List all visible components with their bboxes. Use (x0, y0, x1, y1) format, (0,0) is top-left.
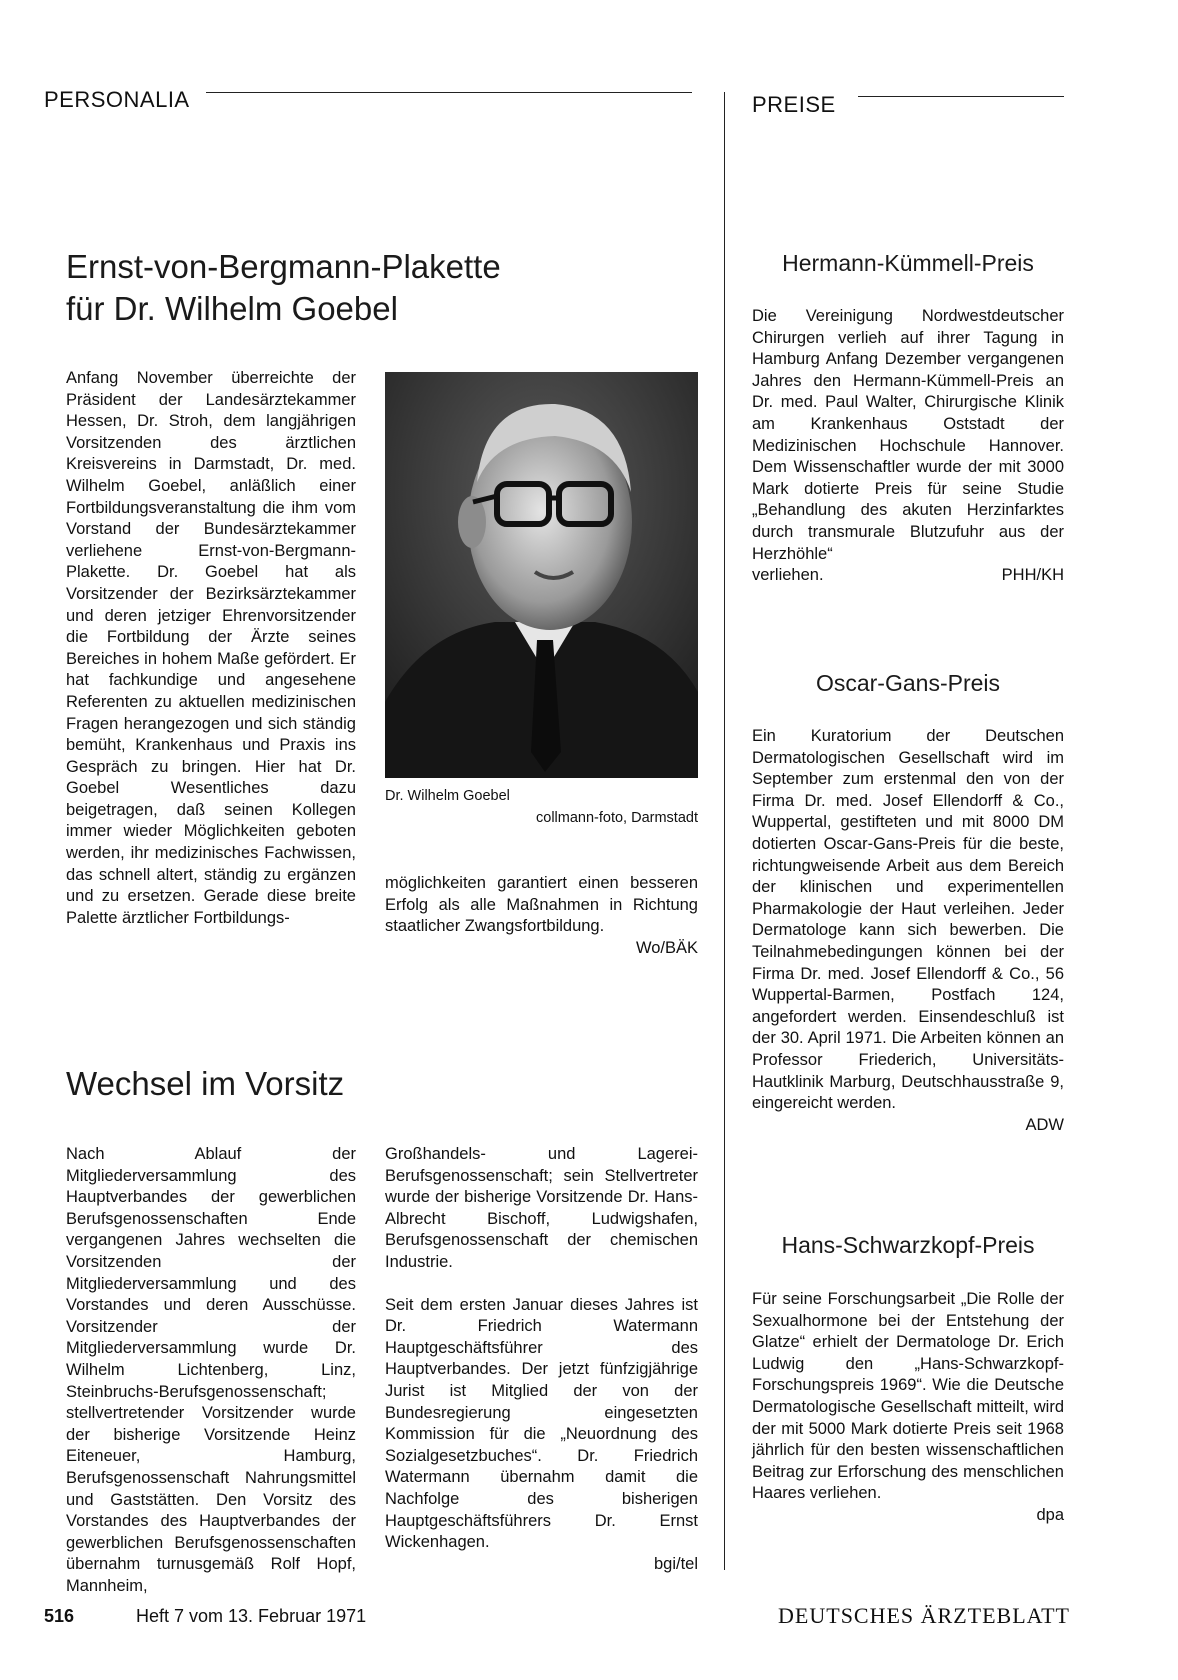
article-paragraph: möglichkeiten garantiert einen besseren Erfolg als alle Maßnahmen in Richtung staatlicher Zwangsfortbildung. (385, 874, 698, 936)
photo-caption-name: Dr. Wilhelm Goebel (385, 788, 510, 804)
article-title-bergmann (66, 246, 501, 330)
header-rule-left (206, 92, 692, 93)
signature: PHH/KH (1001, 566, 1064, 585)
prize-paragraph: Für seine Forschungsarbeit „Die Rolle der Sexualhormone bei der Entstehung der Glatze“ erhielt der Dermatologe Dr. Erich Ludwig den „Hans-Schwarzkopf-Forschungspreis 1969“. Wie die Deutsche Dermatologische Gesellschaft mitteilt, wird der mit 5000 Mark dotierte Preis seit 1968 jährlich für den besten wissenschaftlichen Beitrag zur Erforschung des menschlichen Haares verliehen. (752, 1290, 1064, 1503)
prize-paragraph: Ein Kuratorium der Deutschen Dermatologischen Gesellschaft wird im September zum erstenmal den von der Firma Dr. med. Josef Ellendorff & Co., Wuppertal, gestifteten und mit 8000 DM dotierten Oscar-Gans-Preis für die beste, richtungweisende Arbeit aus dem Bereich der klinischen und experimentellen Pharmakologie der Haut verleihen. Jeder Dermatologe kann sich bewerben. Die Teilnahmebedingungen können bei der Firma Dr. med. Josef Ellendorff & Co., 56 Wuppertal-Barmen, Postfach 124, angefordert werden. Einsendeschluß ist der 30. April 1971. Die Arbeiten können an Professor Friederich, Universitäts-Hautklinik Marburg, Deutschhausstraße 9, eingereicht werden. (752, 727, 1064, 1113)
article-paragraph: Seit dem ersten Januar dieses Jahres ist Dr. Friedrich Watermann Hauptgeschäftsführer des Hauptverbandes. Der jetzt fünfzigjährige Jurist ist Mitglied der von der Bundesregierung eingesetzten Kommission für die „Neuordnung des Sozialgesetzbuches“. Dr. Friedrich Watermann übernahm damit die Nachfolge des bisherigen Hauptgeschäftsführers Dr. Ernst Wickenhagen. (385, 1295, 698, 1552)
portrait-illustration (385, 372, 698, 778)
page-number: 516 (44, 1606, 75, 1626)
prize-body-kuemmell (752, 306, 1064, 587)
prize-title-kuemmell: Hermann-Kümmell-Preis (782, 250, 1034, 276)
prize-title-oscar-gans: Oscar-Gans-Preis (815, 670, 1001, 696)
photo-caption-credit: collmann-foto, Darmstadt (536, 810, 698, 826)
column-divider (724, 92, 725, 1570)
article-title-line1: Ernst-von-Bergmann-Plakette (66, 248, 501, 285)
article2-body-col1 (66, 1144, 356, 1595)
signature-line (752, 1115, 1064, 1137)
signature-line (385, 938, 698, 960)
article-body-col2 (385, 873, 698, 959)
prize-body-oscar-gans (752, 726, 1064, 1136)
signature: dpa (1036, 1505, 1064, 1524)
section-label-personalia: PERSONALIA (44, 87, 190, 112)
section-label-preise: PREISE (752, 92, 836, 117)
article-body-col1 (66, 368, 356, 956)
prize-title-schwarzkopf: Hans-Schwarzkopf-Preis (781, 1232, 1035, 1258)
prize-paragraph: Die Vereinigung Nordwestdeutscher Chirurgen verlieh auf ihrer Tagung in Hamburg Anfang Dezember vergangenen Jahres den Hermann-Kümmell-Preis an Dr. med. Paul Walter, Chirurgische Klinik am Krankenhaus Oststadt der Medizinischen Hochschule Hannover. Dem Wissenschaftler wurde der mit 3000 Mark dotierte Preis für seine Studie „Behandlung des akuten Herzinfarktes durch transmurale Blutzufuhr aus der Herzhöhle“ (752, 307, 1064, 563)
last-line: verliehen. (752, 566, 824, 585)
issue-info: Heft 7 vom 13. Februar 1971 (136, 1606, 367, 1626)
article-paragraph: Großhandels- und Lagerei-Berufsgenossenschaft; sein Stellvertreter wurde der bisherige Vorsitzende Dr. Hans-Albrecht Bischoff, Ludwigshafen, Berufsgenossenschaft der chemischen Industrie. (385, 1145, 698, 1271)
signature-line (385, 1554, 698, 1576)
article-title-line2: für Dr. Wilhelm Goebel (66, 290, 398, 327)
article-title-wechsel: Wechsel im Vorsitz (66, 1065, 345, 1102)
signature-line (752, 565, 1064, 587)
journal-name: DEUTSCHES ÄRZTEBLATT (778, 1603, 1070, 1628)
signature: bgi/tel (653, 1554, 698, 1573)
prize-body-schwarzkopf (752, 1289, 1064, 1527)
article-paragraph: Nach Ablauf der Mitgliederversammlung des Hauptverbandes der gewerblichen Berufsgenossenschaften Ende vergangenen Jahres wechselten die Vorsitzenden der Mitgliederversammlung und des Vorstandes und deren Ausschüsse. Vorsitzender der Mitgliederversammlung wurde Dr. Wilhelm Lichtenberg, Linz, Steinbruchs-Berufsgenossenschaft; stellvertretender Vorsitzender wurde der bisherige Vorsitzende Heinz Eiteneuer, Hamburg, Berufsgenossenschaft Nahrungsmittel und Gaststätten. Den Vorsitz des Vorstandes des Hauptverbandes der gewerblichen Berufsgenossenschaften übernahm turnusgemäß Rolf Hopf, Mannheim, (66, 1145, 356, 1595)
portrait-photo (385, 372, 698, 778)
article2-body-col2 (385, 1144, 698, 1575)
header-rule-right (858, 96, 1064, 97)
signature-line (752, 1505, 1064, 1527)
signature: Wo/BÄK (635, 938, 698, 957)
article-paragraph: Anfang November überreichte der Präsident der Landesärztekammer Hessen, Dr. Stroh, dem langjährigen Vorsitzenden des ärztlichen Kreisvereins in Darmstadt, Dr. med. Wilhelm Goebel, anläßlich einer Fortbildungsveranstaltung die ihm vom Vorstand der Bundesärztekammer verliehene Ernst-von-Bergmann-Plakette. Dr. Goebel hat als Vorsitzender der Bezirksärztekammer und deren jetziger Ehrenvorsitzender die Fortbildung der Ärzte seines Bereiches in hohem Maße gefördert. Er hat fachkundige und angesehene Referenten zu aktuellen medizinischen Fragen herangezogen und sich ständig bemüht, Krankenhaus und Praxis ins Gespräch zu bringen. Hier hat Dr. Goebel Wesentliches dazu beigetragen, daß seinen Kollegen immer wieder Möglichkeiten geboten werden, ihr medizinisches Fachwissen, das schnell altert, ständig zu ergänzen und zu ersetzen. Gerade diese breite Palette ärztlicher Fortbildungs- (66, 369, 356, 927)
signature: ADW (1025, 1115, 1064, 1134)
